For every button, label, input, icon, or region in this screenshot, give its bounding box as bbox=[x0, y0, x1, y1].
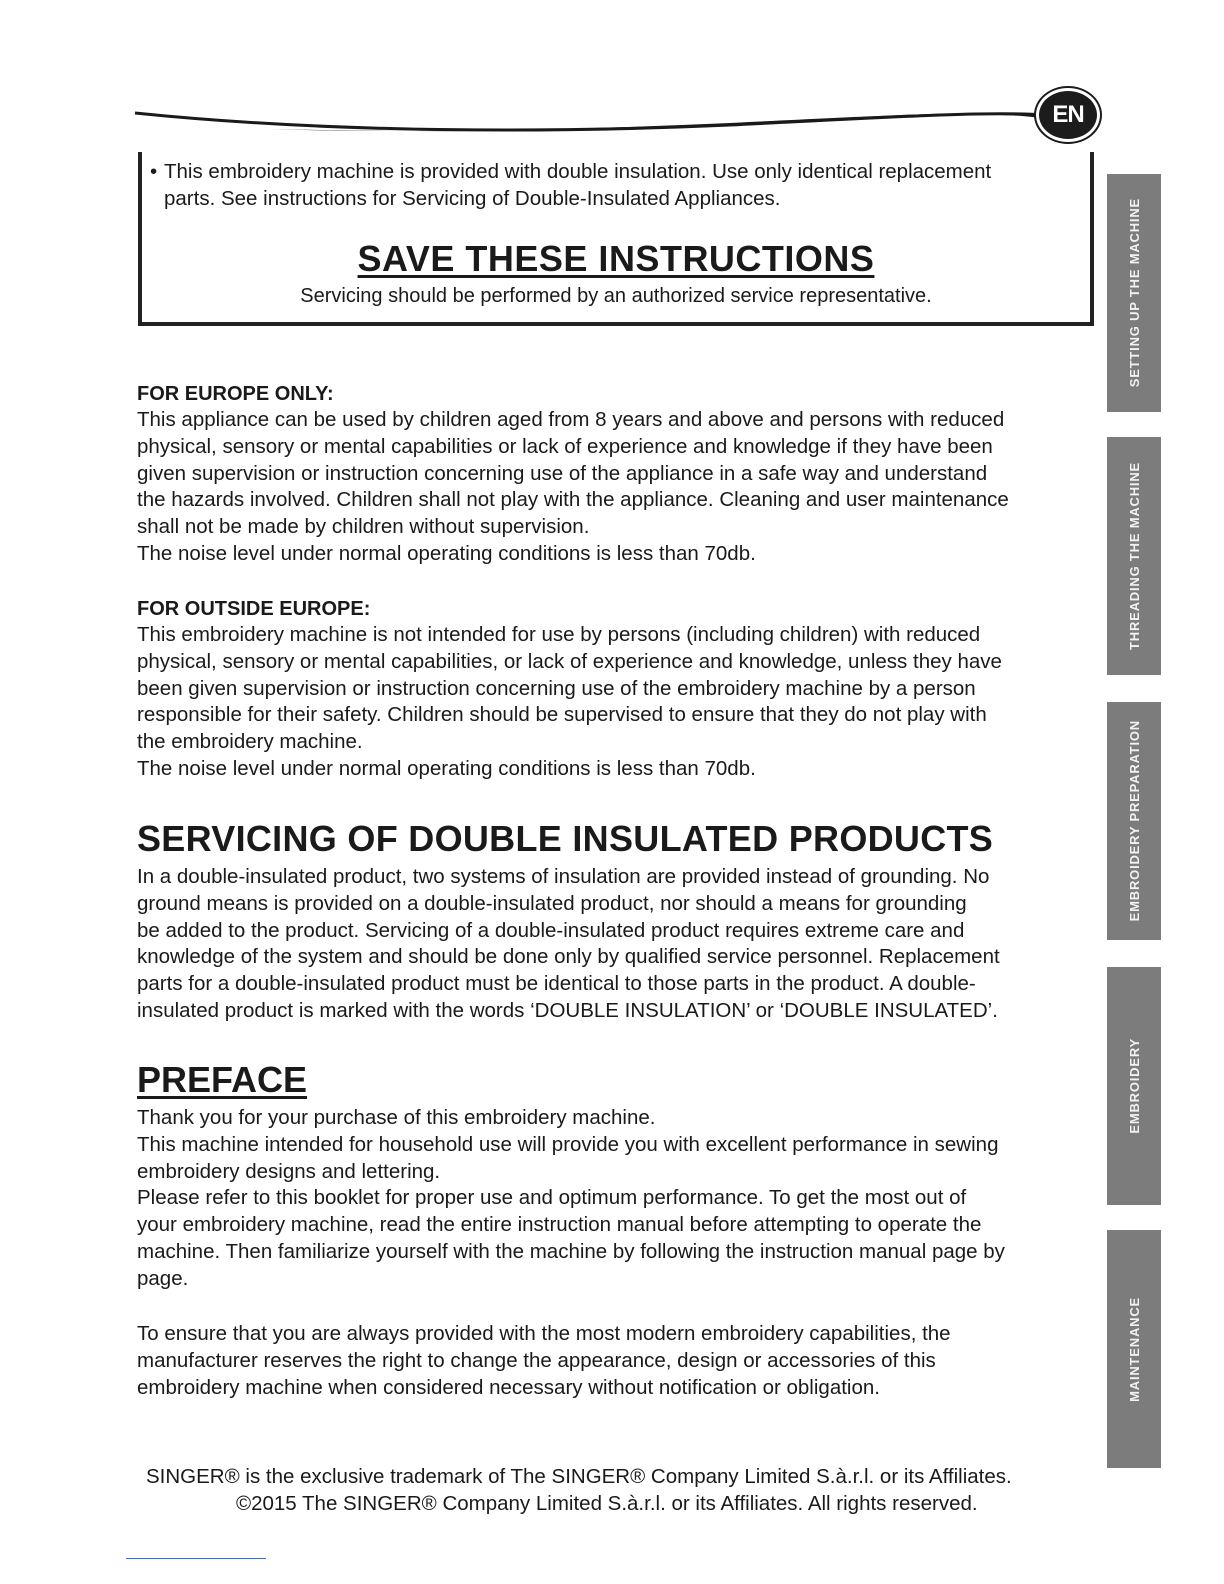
europe-section bbox=[137, 381, 1097, 568]
europe-line: This appliance can be used by children aged from 8 years and above and persons with reduced bbox=[137, 408, 1005, 431]
outside-europe-line: been given supervision or instruction concerning use of the embroidery machine by a person bbox=[137, 676, 976, 700]
tab-setting-up-the-machine[interactable] bbox=[1107, 174, 1161, 412]
warning-line-1: This embroidery machine is provided with double insulation. Use only identical replacement bbox=[164, 160, 992, 183]
servicing-line: insulated product is marked with the words ‘DOUBLE INSULATION’ or ‘DOUBLE INSULATED’. bbox=[137, 998, 998, 1022]
servicing-line: be added to the product. Servicing of a double-insulated product requires extreme care and bbox=[137, 918, 965, 942]
tab-label: MAINTENANCE bbox=[1126, 1296, 1142, 1402]
outside-europe-line: responsible for their safety. Children should be supervised to ensure that they do not play with bbox=[137, 703, 987, 727]
preface-line: embroidery machine when considered necessary without notification or obligation. bbox=[137, 1375, 880, 1399]
outside-europe-heading: FOR OUTSIDE EUROPE: bbox=[137, 598, 371, 620]
servicing-line: ground means is provided on a double-insulated product, nor should a means for grounding bbox=[137, 891, 967, 915]
servicing-section bbox=[137, 864, 1097, 1025]
outside-europe-section bbox=[137, 596, 1097, 783]
preface-line: To ensure that you are always provided with the most modern embroidery capabilities, the bbox=[137, 1322, 951, 1345]
servicing-line: parts for a double-insulated product must be identical to those parts in the product. A double- bbox=[137, 972, 976, 996]
europe-line: physical, sensory or mental capabilities or lack of experience and knowledge if they have been bbox=[137, 434, 993, 458]
tab-maintenance[interactable] bbox=[1107, 1230, 1161, 1468]
tab-embroidery-preparation[interactable] bbox=[1107, 702, 1161, 940]
warning-bullet-item bbox=[150, 158, 1080, 212]
preface-line: manufacturer reserves the right to change the appearance, design or accessories of this bbox=[137, 1348, 936, 1372]
header-swoosh-decoration bbox=[130, 85, 1050, 145]
preface-line: Please refer to this booklet for proper use and optimum performance. To get the most out of bbox=[137, 1186, 967, 1210]
trademark-footer bbox=[140, 1463, 1090, 1517]
outside-europe-line: This embroidery machine is not intended for use by persons (including children) with reduced bbox=[137, 623, 981, 646]
preface-line: This machine intended for household use will provide you with excellent performance in sewing bbox=[137, 1132, 999, 1156]
language-badge: EN bbox=[1036, 88, 1100, 142]
save-instructions-subtitle: Servicing should be performed by an authorized service representative. bbox=[300, 285, 932, 307]
warning-box bbox=[138, 152, 1094, 326]
preface-title: PREFACE bbox=[137, 1059, 308, 1100]
bullet-glyph: • bbox=[150, 160, 158, 183]
servicing-title: SERVICING OF DOUBLE INSULATED PRODUCTS bbox=[137, 818, 994, 859]
tab-label: SETTING UP THE MACHINE bbox=[1126, 198, 1142, 388]
preface-line: Thank you for your purchase of this embroidery machine. bbox=[137, 1106, 656, 1129]
europe-line: given supervision or instruction concerning use of the appliance in a safe way and understand bbox=[137, 461, 988, 485]
tab-threading-the-machine[interactable] bbox=[1107, 437, 1161, 675]
preface-line: page. bbox=[137, 1266, 189, 1290]
outside-europe-line: the embroidery machine. bbox=[137, 730, 363, 754]
outside-europe-line: physical, sensory or mental capabilities, or lack of experience and knowledge, unless they have bbox=[137, 649, 1002, 673]
tab-embroidery[interactable] bbox=[1107, 967, 1161, 1205]
tab-label: EMBROIDERY PREPARATION bbox=[1126, 720, 1142, 922]
warning-line-2: parts. See instructions for Servicing of Double-Insulated Appliances. bbox=[164, 187, 781, 210]
preface-line: embroidery designs and lettering. bbox=[137, 1159, 441, 1183]
copyright-line: ©2015 The SINGER® Company Limited S.à.r.l. or its Affiliates. All rights reserved. bbox=[236, 1492, 978, 1515]
preface-line: machine. Then familiarize yourself with the machine by following the instruction manual page by bbox=[137, 1239, 1005, 1263]
europe-line: shall not be made by children without supervision. bbox=[137, 515, 590, 539]
europe-line: The noise level under normal operating conditions is less than 70db. bbox=[137, 541, 756, 565]
preface-line: your embroidery machine, read the entire instruction manual before attempting to operate the bbox=[137, 1213, 982, 1237]
footer-divider bbox=[126, 1558, 266, 1559]
save-instructions-title: SAVE THESE INSTRUCTIONS bbox=[357, 238, 875, 279]
trademark-line: SINGER® is the exclusive trademark of The SINGER® Company Limited S.à.r.l. or its Affiliates. bbox=[146, 1465, 1012, 1488]
servicing-line: knowledge of the system and should be done only by qualified service personnel. Replacement bbox=[137, 945, 1000, 969]
preface-section bbox=[137, 1105, 1097, 1293]
tab-label: THREADING THE MACHINE bbox=[1126, 462, 1142, 650]
tab-label: EMBROIDERY bbox=[1126, 1038, 1142, 1134]
europe-line: the hazards involved. Children shall not play with the appliance. Cleaning and user maintenance bbox=[137, 488, 1009, 512]
outside-europe-line: The noise level under normal operating conditions is less than 70db. bbox=[137, 756, 756, 780]
preface-section-2 bbox=[137, 1321, 1097, 1401]
europe-heading: FOR EUROPE ONLY: bbox=[137, 383, 334, 405]
servicing-line: In a double-insulated product, two systems of insulation are provided instead of grounding. No bbox=[137, 865, 990, 888]
